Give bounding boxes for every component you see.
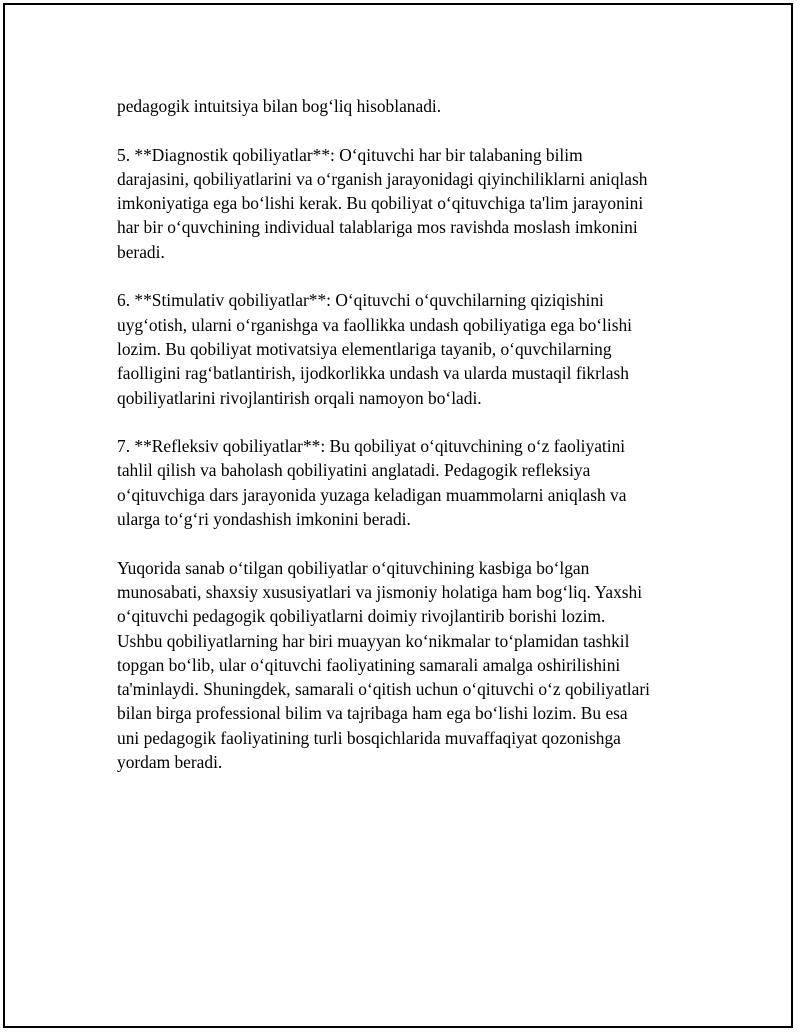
text-line: qobiliyatlarini rivojlantirish orqali namoyon bo‘ladi.	[117, 387, 482, 408]
text-line: lozim. Bu qobiliyat motivatsiya elementlariga tayanib, o‘quvchilarning	[117, 338, 612, 359]
text-line: ta'minlaydi. Shuningdek, samarali o‘qitish uchun o‘qituvchi o‘z qobiliyatlari	[117, 679, 650, 700]
text-line: faolligini rag‘batlantirish, ijodkorlikka undash va ularda mustaqil fikrlash	[117, 363, 629, 384]
text-line: darajasini, qobiliyatlarini va o‘rganish jarayonidagi qiyinchiliklarni aniqlash	[117, 168, 648, 189]
text-line: ularga to‘g‘ri yondashish imkonini beradi.	[117, 509, 411, 530]
paragraph-intro-continuation	[117, 94, 697, 118]
paragraph-diagnostic-abilities	[117, 143, 697, 264]
text-line: bilan birga professional bilim va tajribaga ham ega bo‘lishi lozim. Bu esa	[117, 703, 628, 724]
text-line: uni pedagogik faoliyatining turli bosqichlarida muvaffaqiyat qozonishga	[117, 727, 621, 748]
text-line: pedagogik intuitsiya bilan bog‘liq hisoblanadi.	[117, 96, 442, 116]
text-line: imkoniyatiga ega bo‘lishi kerak. Bu qobiliyat o‘qituvchiga ta'lim jarayonini	[117, 193, 644, 214]
text-line: Yuqorida sanab o‘tilgan qobiliyatlar o‘qituvchining kasbiga bo‘lgan	[117, 557, 590, 578]
paragraph-stimulative-abilities	[117, 288, 697, 409]
text-line: tahlil qilish va baholash qobiliyatini anglatadi. Pedagogik refleksiya	[117, 460, 591, 481]
text-line: 5. **Diagnostik qobiliyatlar**: O‘qituvchi har bir talabaning bilim	[117, 144, 583, 165]
text-line: uyg‘otish, ularni o‘rganishga va faollikka undash qobiliyatiga ega bo‘lishi	[117, 314, 633, 335]
paragraph-reflexive-abilities	[117, 434, 697, 531]
text-line: o‘qituvchi pedagogik qobiliyatlarni doimiy rivojlantirib borishi lozim.	[117, 606, 606, 627]
document-body	[117, 94, 697, 799]
text-line: har bir o‘quvchining individual talablariga mos ravishda moslash imkonini	[117, 217, 638, 238]
text-line: 6. **Stimulativ qobiliyatlar**: O‘qituvchi o‘quvchilarning qiziqishini	[117, 290, 604, 311]
text-line: o‘qituvchiga dars jarayonida yuzaga keladigan muammolarni aniqlash va	[117, 484, 627, 505]
text-line: topgan bo‘lib, ular o‘qituvchi faoliyatining samarali amalga oshirilishini	[117, 654, 621, 675]
text-line: munosabati, shaxsiy xususiyatlari va jismoniy holatiga ham bog‘liq. Yaxshi	[117, 581, 643, 602]
text-line: 7. **Refleksiv qobiliyatlar**: Bu qobiliyat o‘qituvchining o‘z faoliyatini	[117, 436, 626, 457]
text-line: Ushbu qobiliyatlarning har biri muayyan ko‘nikmalar to‘plamidan tashkil	[117, 630, 630, 651]
text-line: beradi.	[117, 241, 165, 262]
paragraph-conclusion	[117, 556, 697, 775]
text-line: yordam beradi.	[117, 752, 223, 773]
